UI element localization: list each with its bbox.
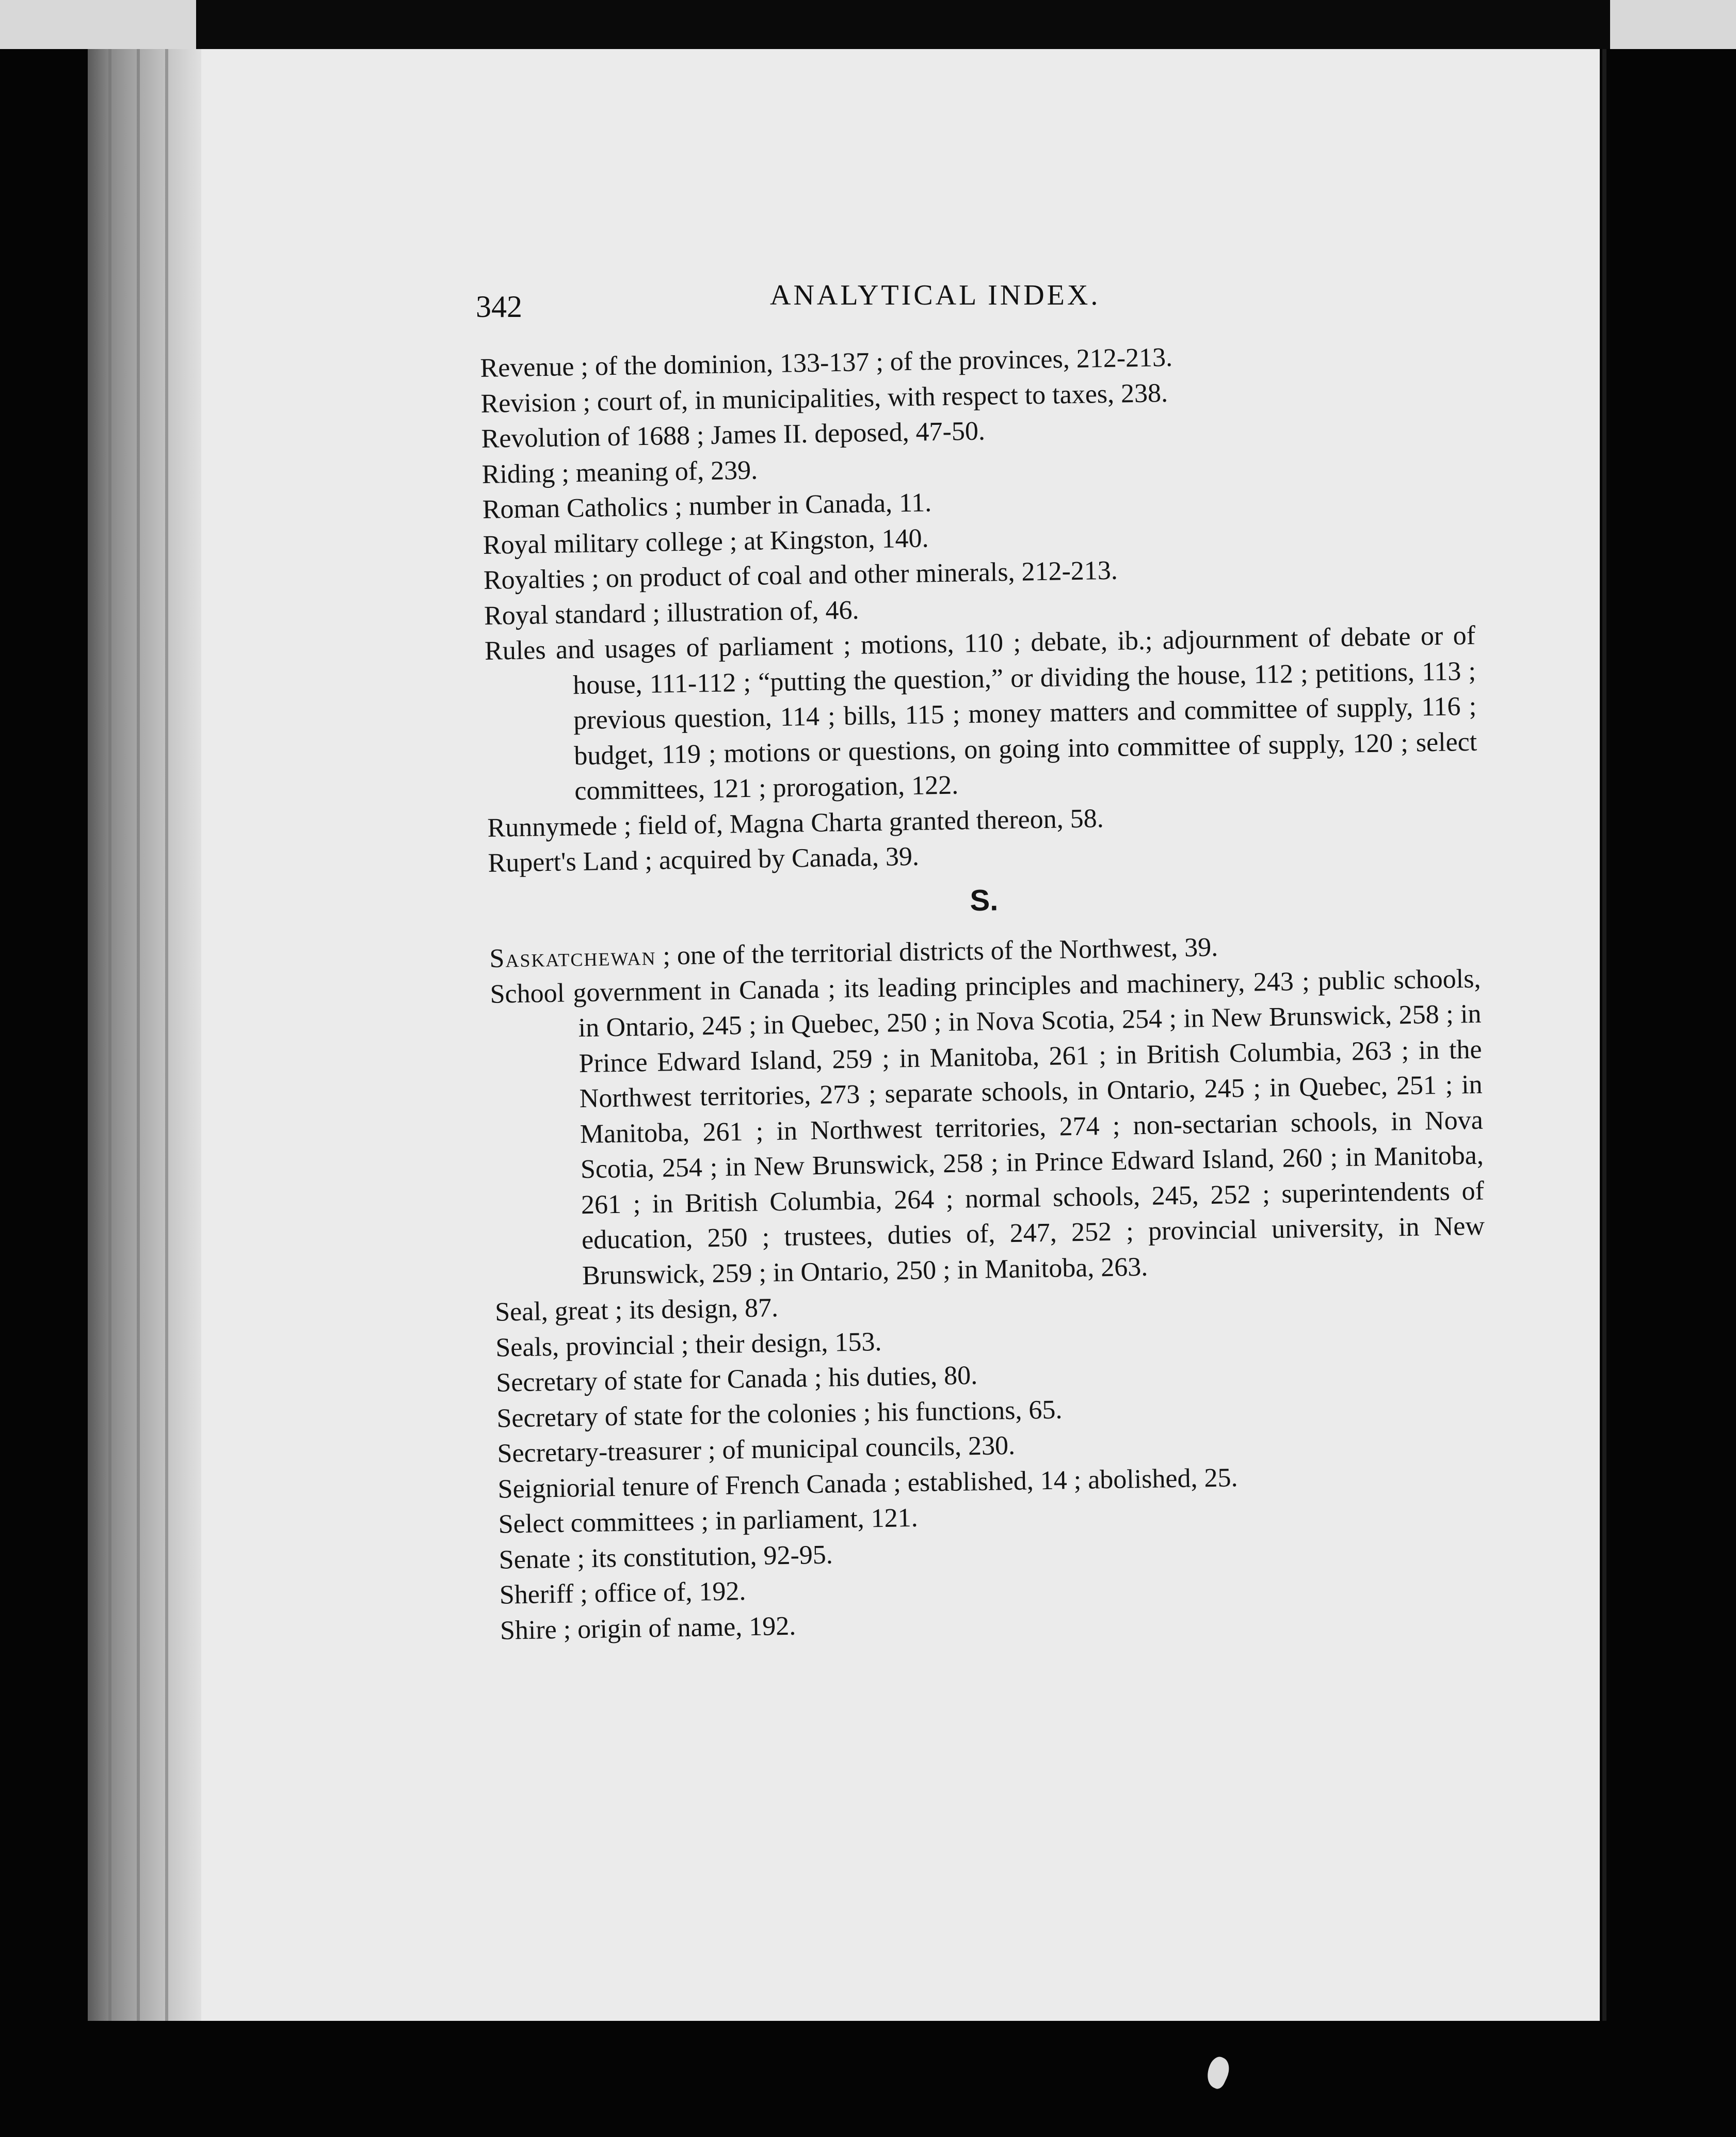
index-entry: Revision ; court of, in municipalities, with respect to taxes, 238. xyxy=(480,378,1168,419)
index-entry: Rules and usages of parliament ; motions, 110 ; debate, ib.; adjournment of debate or of house, 111-112 ; “putting the question,” or dividing the house, 112 ; petitions, 113 ; previous question, 114 ; bills, 115 ; money matters and committee of supply, 116 ; budget, 119 ; motions or questions, on going into committee of supply, 120 ; select committees, 121 ; prorogation, 122. xyxy=(484,620,1477,806)
index-entry: Secretary-treasurer ; of municipal councils, 230. xyxy=(497,1430,1016,1469)
index-entry: Secretary of state for the colonies ; his functions, 65. xyxy=(496,1395,1063,1433)
index-entry-head: Saskatchewan xyxy=(489,941,656,974)
index-entry: Secretary of state for Canada ; his duties, 80. xyxy=(495,1361,978,1398)
index-entry: Select committees ; in parliament, 121. xyxy=(498,1503,919,1539)
index-list-r xyxy=(480,336,1479,882)
index-entry: Riding ; meaning of, 239. xyxy=(481,455,758,489)
index-entry: Royal military college ; at Kingston, 140. xyxy=(483,523,929,560)
index-entry: Shire ; origin of name, 192. xyxy=(500,1611,796,1646)
page-number: 342 xyxy=(476,290,522,324)
gutter-stripe xyxy=(165,49,168,2021)
index-entry: Rupert's Land ; acquired by Canada, 39. xyxy=(488,841,920,878)
page-header xyxy=(476,279,1405,330)
scan-top-shadow xyxy=(196,0,1610,49)
gutter-stripe xyxy=(137,49,140,2021)
scan-top-band xyxy=(0,0,1736,49)
index-entry: Seal, great ; its design, 87. xyxy=(494,1293,779,1327)
index-body xyxy=(480,336,1491,1649)
section-heading-s: S. xyxy=(969,883,999,917)
scan-right-edge xyxy=(1602,49,1606,2021)
index-entry: Royal standard ; illustration of, 46. xyxy=(484,595,859,631)
index-entry: Sheriff ; office of, 192. xyxy=(499,1576,746,1610)
index-entry: Roman Catholics ; number in Canada, 11. xyxy=(482,488,932,524)
index-entry-text: ; one of the territorial districts of the Northwest, 39. xyxy=(655,932,1218,971)
index-entry: Senate ; its constitution, 92-95. xyxy=(499,1540,833,1575)
page-gutter xyxy=(88,49,201,2021)
index-entry: Royalties ; on product of coal and other minerals, 212-213. xyxy=(483,555,1118,595)
index-list-s xyxy=(490,961,1491,1648)
scan-speck xyxy=(1202,2054,1234,2091)
index-entry: Revolution of 1688 ; James II. deposed, 47-50. xyxy=(481,416,986,454)
index-entry: School government in Canada ; its leading principles and machinery, 243 ; public schools, in Ontario, 245 ; in Quebec, 250 ; in Nova Scotia, 254 ; in New Brunswick, 258 ; in Prince Edward Island, 259 ; in Manitoba, 261 ; in British Columbia, 263 ; in the Northwest territories, 273 ; separate schools, in Ontario, 245 ; in Quebec, 251 ; in Manitoba, 261 ; in Northwest territories, 274 ; non-sectarian schools, in Nova Scotia, 254 ; in New Brunswick, 258 ; in Prince Edward Island, 260 ; in Manitoba, 261 ; in British Columbia, 264 ; normal schools, 245, 252 ; superintendents of education, 250 ; trustees, duties of, 247, 252 ; provincial university, in New Brunswick, 259 ; in Ontario, 250 ; in Manitoba, 263. xyxy=(490,964,1485,1290)
index-entry: Runnymede ; field of, Magna Charta granted thereon, 58. xyxy=(487,803,1104,843)
running-head: ANALYTICAL INDEX. xyxy=(770,279,1101,311)
index-entry: Seigniorial tenure of French Canada ; established, 14 ; abolished, 25. xyxy=(497,1462,1238,1504)
gutter-stripe xyxy=(108,49,111,2021)
index-entry: Seals, provincial ; their design, 153. xyxy=(495,1327,882,1363)
index-entry: Revenue ; of the dominion, 133-137 ; of the provinces, 212-213. xyxy=(480,342,1173,383)
